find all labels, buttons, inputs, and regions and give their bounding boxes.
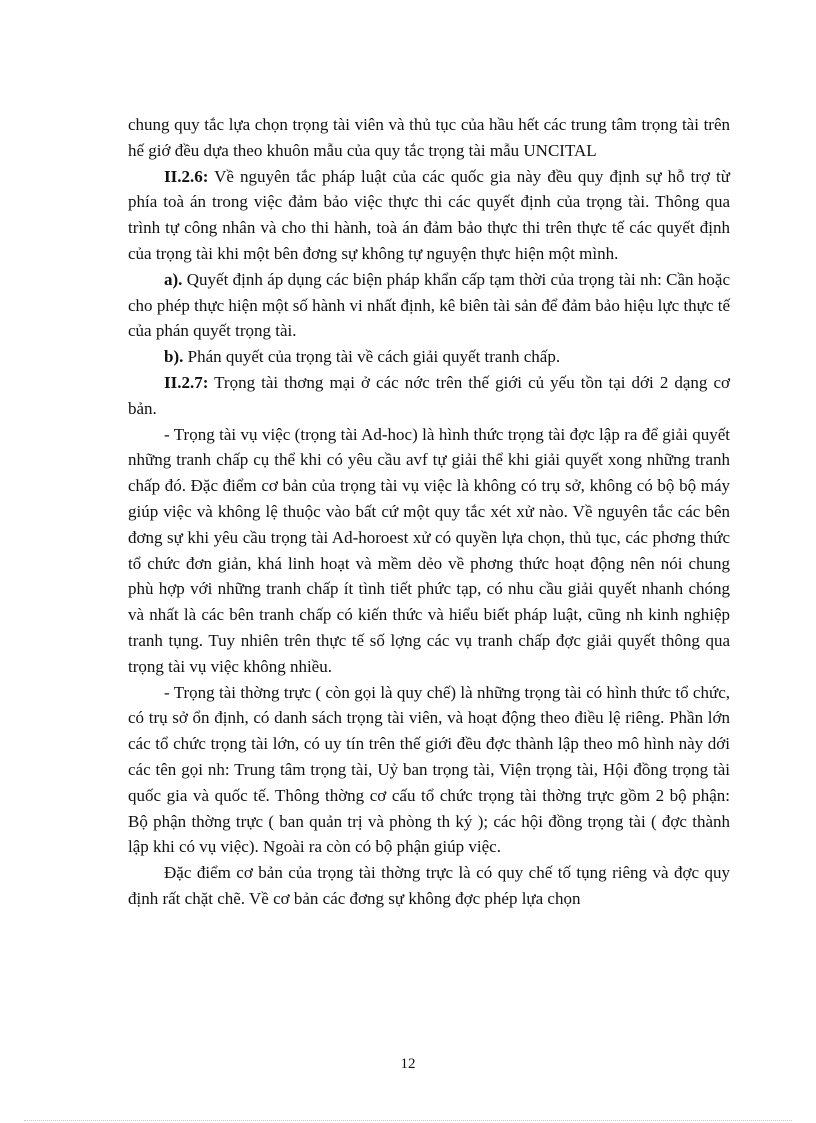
page-number: 12 [400,1056,416,1072]
paragraph-permanent-characteristics: Đặc điểm cơ bản của trọng tài thờng trực là có quy chế tố tụng riêng và đợc quy định rất chặt chẽ. Về cơ bản các đơng sự không đợc phép lựa chọn [128,863,730,908]
paragraph-ii-2-7 [128,370,730,422]
paragraph-item-b [128,344,730,370]
item-label-b: b). [164,347,184,367]
paragraph-ad-hoc-arbitration: - Trọng tài vụ việc (trọng tài Ad-hoc) là hình thức trọng tài đợc lập ra để giải quyết những tranh chấp cụ thể khi có yêu cầu avf tự giải thể khi giải quyết xong những tranh chấp đó. Đặc điểm cơ bản của trọng tài vụ việc là không có trụ sở, không có bộ bộ máy giúp việc và không lệ thuộc vào bất cứ một quy tắc xét xử nào. Về nguyên tắc các bên đơng sự khi yêu cầu trọng tài Ad-horoest xử có quyền lựa chọn, thủ tục, các phơng thức tổ chức đơn giản, khá linh hoạt và mềm dẻo về phơng thức hoạt động nên nói chung phù hợp với những tranh chấp ít tình tiết phức tạp, có nhu cầu giải quyết nhanh chóng và nhất là các bên tranh chấp có kiến thức và hiểu biết pháp luật, cũng nh kinh nghiệp tranh tụng. Tuy nhiên trên thực tế số lợng các vụ tranh chấp đợc giải quyết thông qua trọng tài vụ việc không nhiều. [128,424,730,676]
paragraph-item-a-text: Quyết định áp dụng các biện pháp khẩn cấp tạm thời của trọng tài nh: Cần hoặc cho phép thực hiện một số hành vi nhất định, kê biên tài sản để đảm bảo hiệu lực thực tế của phán quyết trọng tài. [128,269,730,341]
paragraph-permanent-arbitration: - Trọng tài thờng trực ( còn gọi là quy chế) là những trọng tài có hình thức tổ chức, có trụ sở ổn định, có danh sách trọng tài viên, và hoạt động theo điều lệ riêng. Phần lớn các tổ chức trọng tài lớn, có uy tín trên thế giới đều đợc thành lập theo mô hình này dới các tên gọi nh: Trung tâm trọng tài, Uỷ ban trọng tài, Viện trọng tài, Hội đồng trọng tài quốc gia và quốc tế. Thông thờng cơ cấu tổ chức trọng tài thờng trực gồm 2 bộ phận: Bộ phận thờng trực ( ban quản trị và phòng th ký ); các hội đồng trọng tài ( đợc thành lập khi có vụ việc). Ngoài ra còn có bộ phận giúp việc. [128,682,730,857]
paragraph-item-a [128,267,730,344]
paragraph-continuation: chung quy tắc lựa chọn trọng tài viên và thủ tục của hầu hết các trung tâm trọng tài trên hế giớ đều dựa theo khuôn mẫu của quy tắc trọng tài mẫu UNCITAL [128,115,730,160]
section-label-ii-2-7: II.2.7: [164,372,209,392]
body-text [128,112,730,912]
paragraph-item-b-text: Phán quyết của trọng tài về cách giải quyết tranh chấp. [183,347,561,367]
paragraph-ii-2-6-text: Về nguyên tắc pháp luật của các quốc gia này đều quy định sự hỗ trợ từ phía toà án trong việc đảm bảo việc thực thi các quyết định của trọng tài. Thông qua trình tự công nhân và cho thi hành, toà án đảm bảo thực thi trên thực tế các quyết định của trọng tài khi một bên đơng sự không tự nguyện thực hiện một mình. [128,166,730,263]
section-label-ii-2-6: II.2.6: [164,166,209,186]
item-label-a: a). [164,269,183,289]
footer-dotted-rule [24,1120,792,1121]
paragraph-ii-2-7-text: Trọng tài thơng mại ở các nớc trên thế giới củ yếu tồn tại dới 2 dạng cơ bản. [128,372,730,418]
paragraph-ii-2-6 [128,164,730,267]
